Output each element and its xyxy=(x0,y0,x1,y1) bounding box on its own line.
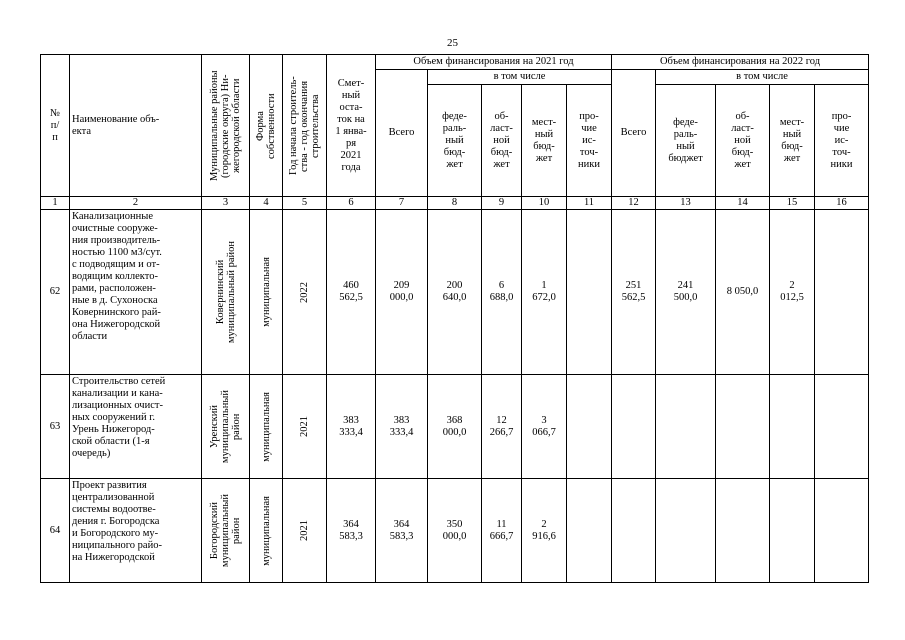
row-local-2021: 2 916,6 xyxy=(522,479,567,583)
header-federal-2021: феде- раль- ный бюд- жет xyxy=(428,85,482,197)
row-district: Богородский муниципальный район xyxy=(202,479,250,583)
row-total-2022 xyxy=(612,375,656,479)
row-no: 63 xyxy=(41,375,70,479)
column-number: 5 xyxy=(283,197,327,210)
row-regional-2022: 8 050,0 xyxy=(716,210,770,375)
row-no: 62 xyxy=(41,210,70,375)
row-ownership: муниципальная xyxy=(250,210,283,375)
row-no: 64 xyxy=(41,479,70,583)
row-regional-2022 xyxy=(716,375,770,479)
column-number: 3 xyxy=(202,197,250,210)
header-ownership: Форма собственности xyxy=(250,55,283,197)
row-federal-2022 xyxy=(656,375,716,479)
row-name: Проект развития централизованной системы водоотве- дения г. Богородска и Богородского му- ниципального райо- на Нижегородской xyxy=(70,479,202,583)
row-ownership: муниципальная xyxy=(250,375,283,479)
row-other-2021 xyxy=(567,479,612,583)
header-district: Муниципальные районы (городские округа) Ни- жегородской области xyxy=(202,55,250,197)
column-number: 14 xyxy=(716,197,770,210)
row-federal-2021: 200 640,0 xyxy=(428,210,482,375)
header-total-2021: Всего xyxy=(376,70,428,197)
row-remainder: 460 562,5 xyxy=(327,210,376,375)
header-including-2022: в том числе xyxy=(656,70,869,85)
row-ownership: муниципальная xyxy=(250,479,283,583)
header-total-2022: Всего xyxy=(612,70,656,197)
row-remainder: 383 333,4 xyxy=(327,375,376,479)
column-number: 1 xyxy=(41,197,70,210)
header-no: № п/ п xyxy=(41,55,70,197)
row-federal-2021: 350 000,0 xyxy=(428,479,482,583)
column-number: 7 xyxy=(376,197,428,210)
header-name: Наименование объ- екта xyxy=(70,55,202,197)
header-years: Год начала строитель- ства - год окончания строительства xyxy=(283,55,327,197)
row-years: 2021 xyxy=(283,479,327,583)
row-other-2022 xyxy=(815,375,869,479)
row-other-2021 xyxy=(567,375,612,479)
row-other-2022 xyxy=(815,479,869,583)
row-local-2021: 3 066,7 xyxy=(522,375,567,479)
header-remainder: Смет- ный оста- ток на 1 янва- ря 2021 года xyxy=(327,55,376,197)
header-regional-2022: об- ласт- ной бюд- жет xyxy=(716,85,770,197)
column-number: 12 xyxy=(612,197,656,210)
row-name: Канализационные очистные сооруже- ния производитель- ностью 1100 м3/сут. с подводящим и от- водящим коллекто- рами, расположен- ные в д. Сухоноска Ковернинского рай- она Нижегородской области xyxy=(70,210,202,375)
row-total-2022 xyxy=(612,479,656,583)
row-total-2021: 209 000,0 xyxy=(376,210,428,375)
header-other-2021: про- чие ис- точ- ники xyxy=(567,85,612,197)
row-other-2022 xyxy=(815,210,869,375)
header-fin-2021: Объем финансирования на 2021 год xyxy=(376,55,612,70)
row-federal-2022 xyxy=(656,479,716,583)
column-number: 4 xyxy=(250,197,283,210)
column-number: 2 xyxy=(70,197,202,210)
row-total-2021: 383 333,4 xyxy=(376,375,428,479)
row-federal-2021: 368 000,0 xyxy=(428,375,482,479)
row-regional-2021: 12 266,7 xyxy=(482,375,522,479)
header-fin-2022: Объем финансирования на 2022 год xyxy=(612,55,869,70)
header-regional-2021: об- ласт- ной бюд- жет xyxy=(482,85,522,197)
row-federal-2022: 241 500,0 xyxy=(656,210,716,375)
header-local-2021: мест- ный бюд- жет xyxy=(522,85,567,197)
column-number: 8 xyxy=(428,197,482,210)
row-name: Строительство сетей канализации и кана- лизационных очист- ных сооружений г. Урень Нижегород- ской области (1-я очередь) xyxy=(70,375,202,479)
header-local-2022: мест- ный бюд- жет xyxy=(770,85,815,197)
table-row xyxy=(41,479,869,583)
row-local-2022 xyxy=(770,479,815,583)
row-local-2021: 1 672,0 xyxy=(522,210,567,375)
column-number: 11 xyxy=(567,197,612,210)
header-other-2022: про- чие ис- точ- ники xyxy=(815,85,869,197)
table-row xyxy=(41,375,869,479)
page-number: 25 xyxy=(447,37,458,49)
row-years: 2022 xyxy=(283,210,327,375)
row-total-2022: 251 562,5 xyxy=(612,210,656,375)
column-number: 16 xyxy=(815,197,869,210)
column-number: 6 xyxy=(327,197,376,210)
column-number: 9 xyxy=(482,197,522,210)
header-federal-2022: феде- раль- ный бюджет xyxy=(656,85,716,197)
header-row-1 xyxy=(41,55,869,70)
column-number-row xyxy=(41,197,869,210)
column-number: 10 xyxy=(522,197,567,210)
row-years: 2021 xyxy=(283,375,327,479)
financing-table xyxy=(40,54,869,583)
row-regional-2022 xyxy=(716,479,770,583)
table-row xyxy=(41,210,869,375)
row-local-2022: 2 012,5 xyxy=(770,210,815,375)
row-total-2021: 364 583,3 xyxy=(376,479,428,583)
row-regional-2021: 6 688,0 xyxy=(482,210,522,375)
row-district: Уренский муниципальный район xyxy=(202,375,250,479)
row-remainder: 364 583,3 xyxy=(327,479,376,583)
header-including-2021: в том числе xyxy=(428,70,612,85)
row-local-2022 xyxy=(770,375,815,479)
column-number: 15 xyxy=(770,197,815,210)
row-district: Ковернинский муниципальный район xyxy=(202,210,250,375)
row-regional-2021: 11 666,7 xyxy=(482,479,522,583)
column-number: 13 xyxy=(656,197,716,210)
row-other-2021 xyxy=(567,210,612,375)
